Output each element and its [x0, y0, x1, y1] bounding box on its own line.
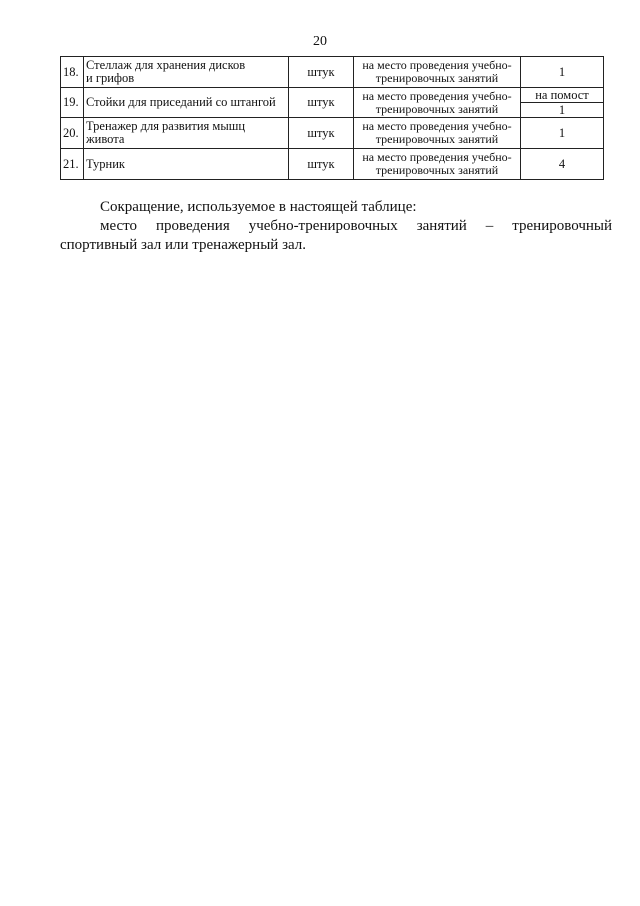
- item-name-line: Тренажер для развития мышц: [86, 119, 246, 133]
- item-name: [84, 118, 289, 149]
- abbreviation-note: [60, 198, 612, 255]
- item-place: [354, 118, 521, 149]
- item-name: Турник: [84, 149, 289, 180]
- item-place-line: на место проведения учебно-: [362, 88, 512, 103]
- equipment-table: [60, 56, 604, 180]
- item-name: Стойки для приседаний со штангой: [84, 88, 289, 118]
- item-quantity: 4: [521, 149, 604, 180]
- note-text-line: место проведения учебно-тренировочных занятий – тренировочный: [100, 218, 612, 234]
- item-place-line: на место проведения учебно-: [362, 119, 512, 133]
- item-place-line: на место проведения учебно-: [362, 150, 512, 164]
- item-unit: штук: [289, 88, 354, 118]
- row-number: 18.: [61, 57, 84, 88]
- item-name-line: Стеллаж для хранения дисков: [86, 58, 246, 72]
- item-name-line: живота: [86, 132, 125, 146]
- item-unit: штук: [289, 118, 354, 149]
- item-name-line: и грифов: [86, 71, 135, 85]
- item-place: [354, 57, 521, 88]
- item-unit: штук: [289, 57, 354, 88]
- note-heading: Сокращение, используемое в настоящей таблице:: [100, 199, 417, 215]
- table-row: [61, 57, 604, 88]
- row-number: 19.: [61, 88, 84, 118]
- item-place-line: тренировочных занятий: [375, 71, 499, 85]
- page-number: 20: [313, 34, 327, 49]
- item-place: [354, 149, 521, 180]
- item-quantity-label: на помост: [521, 88, 604, 103]
- item-place-line: на место проведения учебно-: [362, 58, 512, 72]
- table-row: [61, 149, 604, 180]
- item-quantity: 1: [521, 118, 604, 149]
- item-quantity: 1: [521, 57, 604, 88]
- item-place: [354, 88, 521, 118]
- row-number: 20.: [61, 118, 84, 149]
- item-place-line: тренировочных занятий: [375, 163, 499, 177]
- item-place-line: тренировочных занятий: [375, 132, 499, 146]
- item-quantity: 1: [521, 103, 604, 118]
- item-name: [84, 57, 289, 88]
- table-row: [61, 88, 604, 103]
- row-number: 21.: [61, 149, 84, 180]
- item-place-line: тренировочных занятий: [375, 101, 499, 116]
- item-unit: штук: [289, 149, 354, 180]
- table-row: [61, 118, 604, 149]
- note-text-line: спортивный зал или тренажерный зал.: [60, 237, 307, 253]
